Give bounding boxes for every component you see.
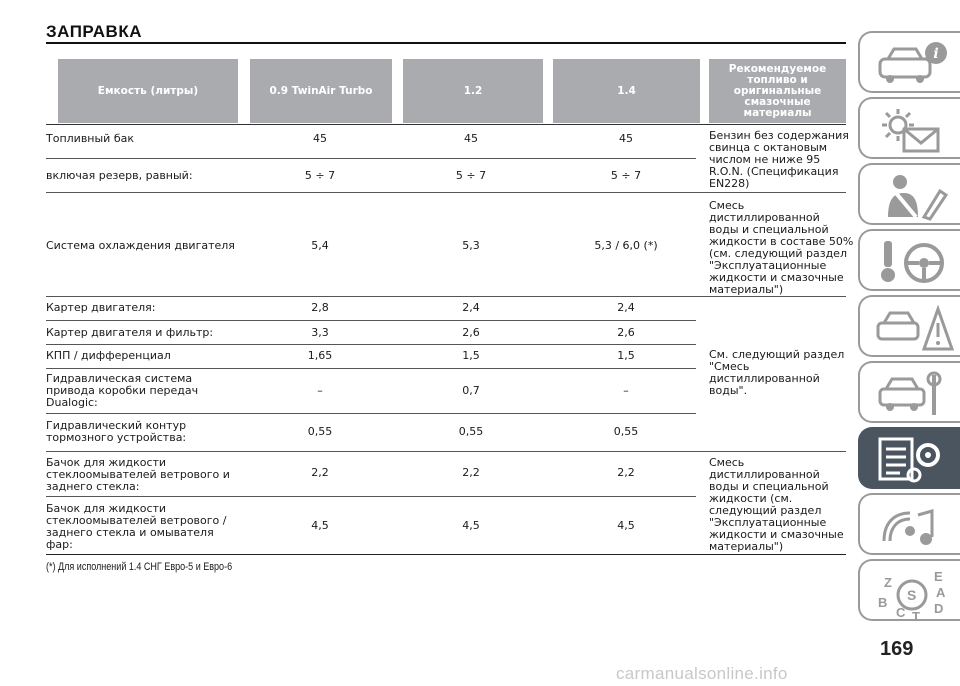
row-label: Топливный бак: [46, 132, 134, 145]
tab-dashboard-lights[interactable]: [858, 97, 960, 159]
tab-technical-data[interactable]: [858, 427, 960, 489]
row-divider: [46, 368, 696, 369]
row-value: 2,2: [462, 466, 480, 479]
row-value: 5 ÷ 7: [610, 169, 642, 182]
svg-text:i: i: [933, 46, 939, 62]
row-value: 1,65: [307, 349, 333, 362]
row-value: 5,4: [311, 239, 329, 252]
row-value: 5,3 / 6,0 (*): [594, 239, 658, 252]
row-label: Картер двигателя:: [46, 301, 156, 314]
row-label: Бачок для жидкости стеклоомывателей ветрового / заднего стекла и омывателя фар:: [46, 502, 227, 551]
row-label: Бачок для жидкости стеклоомывателей ветрового и заднего стекла:: [46, 456, 230, 493]
technical-data-icon: [874, 435, 954, 485]
dashboard-lights-icon: [874, 105, 954, 155]
row-value: 5,3: [462, 239, 480, 252]
index-letter: A: [936, 585, 946, 600]
row-label: Гидравлический контур тормозного устройства:: [46, 419, 187, 444]
footnote: (*) Для исполнений 1.4 СНГ Евро-5 и Евро-6: [46, 561, 233, 573]
index-letter: D: [934, 601, 944, 616]
tab-maintenance[interactable]: [858, 361, 960, 423]
starting-driving-icon: [874, 237, 954, 287]
header-engine-twinair: 0.9 TwinAir Turbo: [250, 59, 392, 123]
index-letter: S: [907, 587, 917, 603]
row-label: Картер двигателя и фильтр:: [46, 326, 214, 339]
row-value: 45: [619, 132, 633, 145]
row-divider: [46, 496, 696, 497]
row-value: 4,5: [617, 519, 635, 532]
row-value: 3,3: [311, 326, 329, 339]
tab-emergency[interactable]: [858, 295, 960, 357]
row-value: 2,4: [462, 301, 480, 314]
index-letter: B: [878, 595, 888, 610]
oils-recommendation: См. следующий раздел "Смесь дистиллированной воды".: [709, 348, 845, 397]
row-value: 4,5: [311, 519, 329, 532]
row-value: 5 ÷ 7: [304, 169, 336, 182]
emergency-icon: [874, 303, 954, 353]
row-value: 1,5: [617, 349, 635, 362]
car-info-icon: [874, 39, 954, 89]
safety-airbag-icon: [874, 171, 954, 221]
header-engine-1-2: 1.2: [403, 59, 543, 123]
row-divider: [46, 296, 846, 297]
tab-multimedia[interactable]: [858, 493, 960, 555]
row-divider: [46, 320, 696, 321]
row-value: –: [317, 384, 323, 397]
watermark: carmanualsonline.info: [616, 664, 788, 683]
tab-starting-driving[interactable]: [858, 229, 960, 291]
row-value: 2,2: [617, 466, 635, 479]
row-value: 1,5: [462, 349, 480, 362]
row-divider: [46, 158, 696, 159]
row-value: 45: [313, 132, 327, 145]
tab-safety[interactable]: [858, 163, 960, 225]
header-capacity: Емкость (литры): [58, 59, 238, 123]
row-value: 2,8: [311, 301, 329, 314]
index-letter: T: [912, 609, 920, 623]
row-label: Гидравлическая система привода коробки передач Dualogic:: [46, 372, 199, 409]
fuel-recommendation: Бензин без содержания свинца с октановым числом не ниже 95 R.O.N. (Спецификация EN228): [709, 129, 849, 190]
header-recommended-fluids: Рекомендуемое топливо и оригинальные смазочные материалы: [709, 59, 846, 123]
header-engine-1-4: 1.4: [553, 59, 700, 123]
header-underline: [46, 124, 846, 125]
row-value: 5 ÷ 7: [455, 169, 487, 182]
row-value: 2,6: [462, 326, 480, 339]
multimedia-icon: [874, 501, 954, 551]
page-number: 169: [880, 638, 914, 660]
row-value: 0,7: [462, 384, 480, 397]
index-letter: E: [934, 569, 943, 584]
tab-index[interactable]: [858, 559, 960, 621]
row-divider: [46, 413, 696, 414]
row-value: 45: [464, 132, 478, 145]
row-value: 0,55: [613, 425, 639, 438]
index-icon: [874, 567, 954, 623]
row-divider: [46, 192, 846, 193]
row-label: КПП / дифференциал: [46, 349, 171, 362]
row-value: 0,55: [458, 425, 484, 438]
page-title: ЗАПРАВКА: [46, 22, 142, 41]
row-value: 2,6: [617, 326, 635, 339]
row-value: 0,55: [307, 425, 333, 438]
row-label: Система охлаждения двигателя: [46, 239, 235, 252]
row-divider: [46, 344, 696, 345]
row-value: 4,5: [462, 519, 480, 532]
coolant-recommendation: Смесь дистиллированной воды и специальной жидкости в составе 50% (см. следующий раздел "Эксплуатационные жидкости и смазочные материалы"): [709, 199, 854, 296]
washer-recommendation: Смесь дистиллированной воды и специальной жидкости (см. следующий раздел "Эксплуатационные жидкости и смазочные материалы"): [709, 456, 844, 553]
maintenance-icon: [874, 369, 954, 419]
index-letter: C: [896, 605, 906, 620]
row-value: 2,4: [617, 301, 635, 314]
row-value: 2,2: [311, 466, 329, 479]
table-bottom-rule: [46, 554, 846, 555]
title-underline: [46, 42, 846, 44]
row-label: включая резерв, равный:: [46, 169, 193, 182]
row-divider: [46, 451, 846, 452]
tab-car-info[interactable]: [858, 31, 960, 93]
row-value: –: [623, 384, 629, 397]
index-letter: Z: [884, 575, 892, 590]
